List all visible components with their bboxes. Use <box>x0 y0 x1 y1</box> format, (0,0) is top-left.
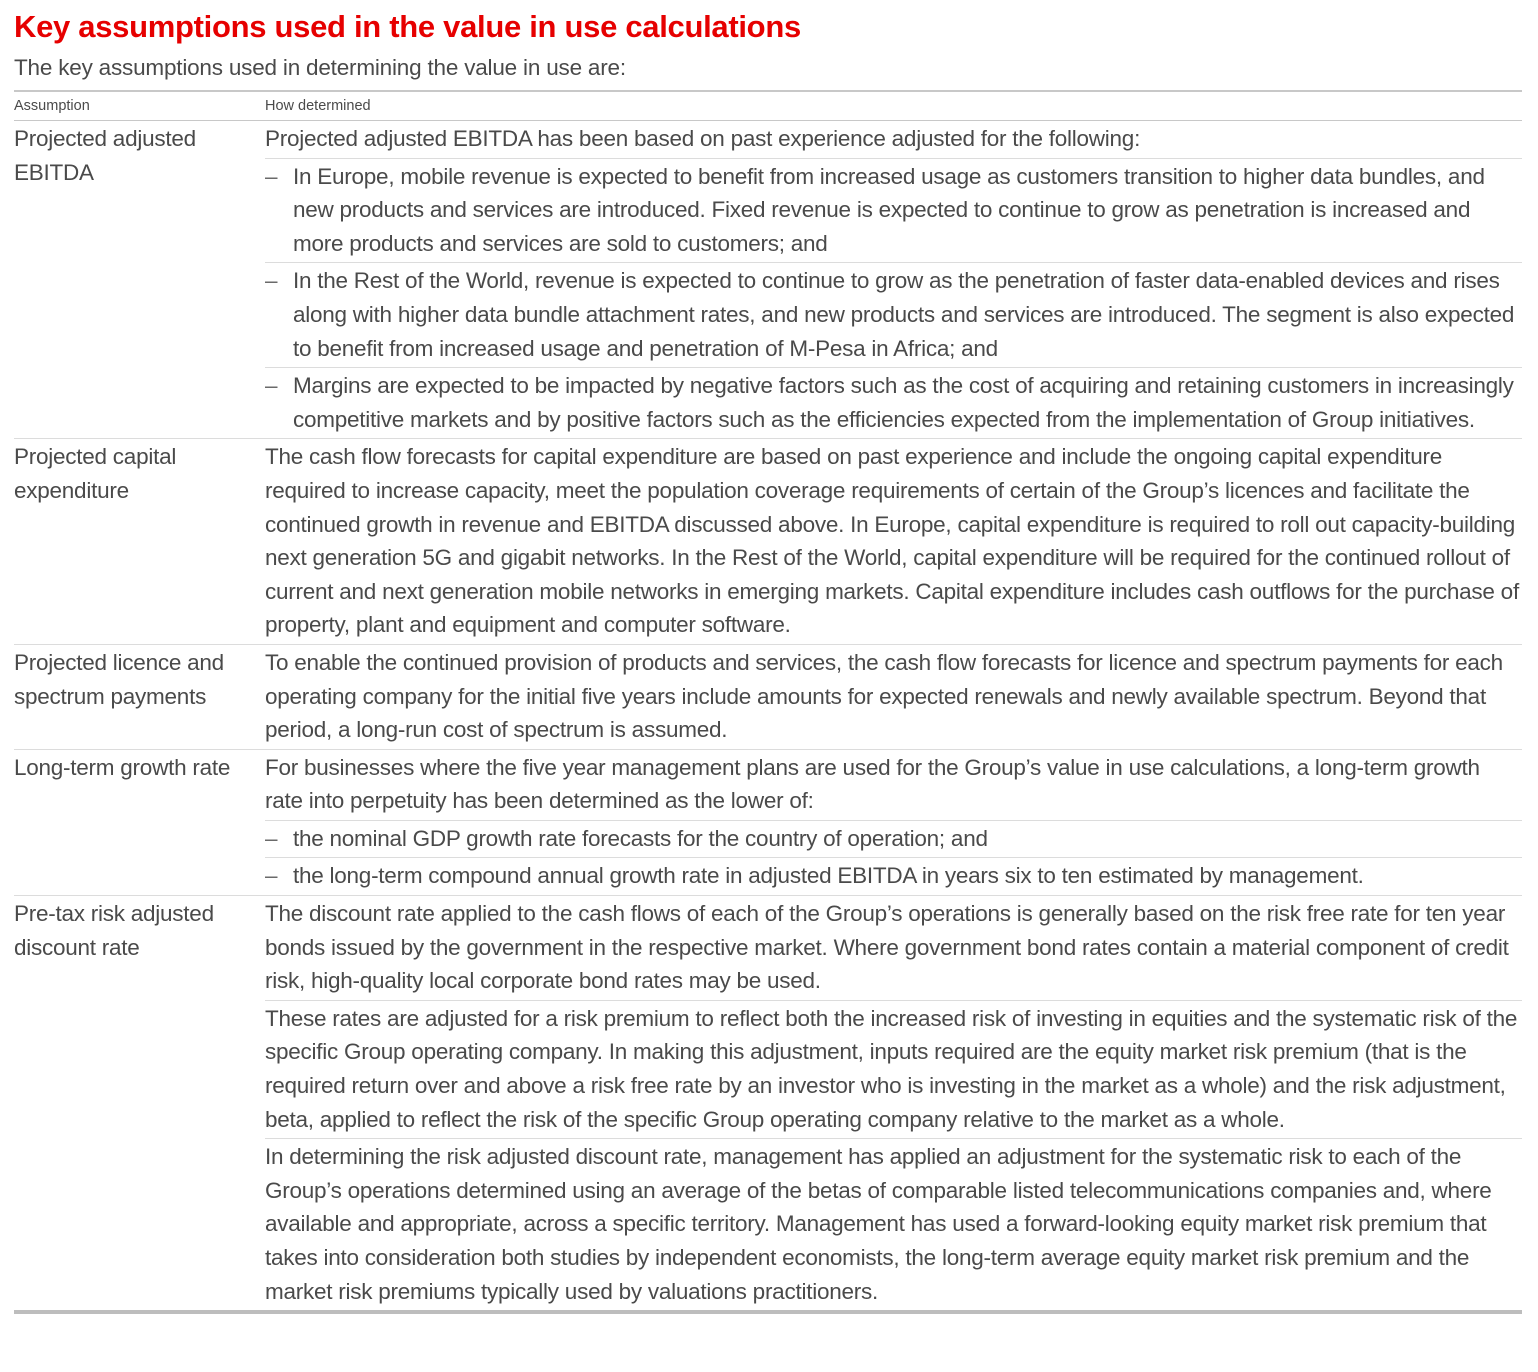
bullet-text: the nominal GDP growth rate forecasts for the country of operation; and <box>293 825 988 851</box>
section-title: Key assumptions used in the value in use calculations <box>14 9 801 44</box>
dash-bullet-icon: – <box>265 373 278 399</box>
table-row <box>14 749 1522 895</box>
table-row <box>14 121 1522 439</box>
assumption-cell: Projected adjusted EBITDA <box>14 121 265 439</box>
column-header-how-determined: How determined <box>265 91 1522 121</box>
paragraph: Projected adjusted EBITDA has been based on past experience adjusted for the following: <box>265 126 1141 151</box>
paragraph: These rates are adjusted for a risk premium to reflect both the increased risk of investing in equities and the systematic risk of the specific Group operating company. In making this adjustment, inputs required are the equity market risk premium (that is the required return over and above a risk free rate by an investor who is investing in the market as a whole) and the risk adjustment, beta, applied to reflect the risk of the specific Group operating company relative to the market as a whole. <box>265 1000 1522 1138</box>
bullet-item <box>265 262 1522 367</box>
table-row <box>14 896 1522 1313</box>
bullet-text: In the Rest of the World, revenue is expected to continue to grow as the penetration of faster data-enabled devices and rises along with higher data bundle attachment rates, and new products and services are introduced. The segment is also expected to benefit from increased usage and penetration of M-Pesa in Africa; and <box>293 268 1515 361</box>
dash-bullet-icon: – <box>265 268 278 294</box>
dash-bullet-icon: – <box>265 825 278 851</box>
how-determined-cell <box>265 896 1522 1313</box>
bullet-item <box>265 158 1522 263</box>
bullet-item <box>265 857 1522 895</box>
paragraph: In determining the risk adjusted discount rate, management has applied an adjustment for the systematic risk to each of the Group’s operations determined using an average of the betas of comparable listed telecommunications companies and, where available and appropriate, across a specific territory. Management has used a forward-looking equity market risk premium that takes into consideration both studies by independent economists, the long-term average equity market risk premium and the market risk premiums typically used by valuations practitioners. <box>265 1138 1522 1310</box>
how-determined-cell <box>265 439 1522 645</box>
paragraph: To enable the continued provision of products and services, the cash flow forecasts for licence and spectrum payments for each operating company for the initial five years include amounts for expected renewals and newly available spectrum. Beyond that period, a long-run cost of spectrum is assumed. <box>265 649 1503 743</box>
dash-bullet-icon: – <box>265 163 278 189</box>
how-determined-cell <box>265 644 1522 749</box>
bullet-item <box>265 367 1522 438</box>
assumptions-table <box>14 90 1522 1314</box>
assumption-cell: Pre-tax risk adjusted discount rate <box>14 901 214 960</box>
how-determined-cell <box>265 121 1522 439</box>
paragraph: The cash flow forecasts for capital expenditure are based on past experience and include the ongoing capital expenditure required to increase capacity, meet the population coverage requirements of certain of the Group’s licences and facilitate the continued growth in revenue and EBITDA discussed above. In Europe, capital expenditure is required to roll out capacity-building next generation 5G and gigabit networks. In the Rest of the World, capital expenditure will be required for the continued rollout of current and next generation mobile networks in emerging markets. Capital expenditure includes cash outflows for the purchase of property, plant and equipment and computer software. <box>265 444 1519 638</box>
bullet-text: Margins are expected to be impacted by negative factors such as the cost of acquiring and retaining customers in increasingly competitive markets and by positive factors such as the efficiencies expected from the implementation of Group initiatives. <box>293 373 1514 432</box>
column-header-assumption: Assumption <box>14 91 265 121</box>
bullet-item <box>265 820 1522 858</box>
intro-text: The key assumptions used in determining the value in use are: <box>14 55 626 80</box>
table-body <box>14 121 1522 1313</box>
paragraph: For businesses where the five year management plans are used for the Group’s value in use calculations, a long-term growth rate into perpetuity has been determined as the lower of: <box>265 754 1480 814</box>
bullet-text: In Europe, mobile revenue is expected to benefit from increased usage as customers transition to higher data bundles, and new products and services are introduced. Fixed revenue is expected to continue to grow as penetration is increased and more products and services are sold to customers; and <box>293 163 1485 256</box>
paragraph: The discount rate applied to the cash flows of each of the Group’s operations is generally based on the risk free rate for ten year bonds issued by the government in the respective market. Where government bond rates contain a material component of credit risk, high-quality local corporate bond rates may be used. <box>265 901 1509 994</box>
table-row <box>14 644 1522 749</box>
how-determined-cell <box>265 749 1522 895</box>
dash-bullet-icon: – <box>265 863 278 889</box>
assumption-cell: Projected licence and spectrum payments <box>14 644 265 749</box>
document-page <box>14 8 1522 1314</box>
table-row <box>14 439 1522 645</box>
assumption-cell: Projected capital expenditure <box>14 439 265 645</box>
bullet-text: the long-term compound annual growth rate in adjusted EBITDA in years six to ten estimated by management. <box>293 863 1364 889</box>
table-header-row <box>14 91 1522 121</box>
assumption-cell: Long-term growth rate <box>14 749 265 895</box>
